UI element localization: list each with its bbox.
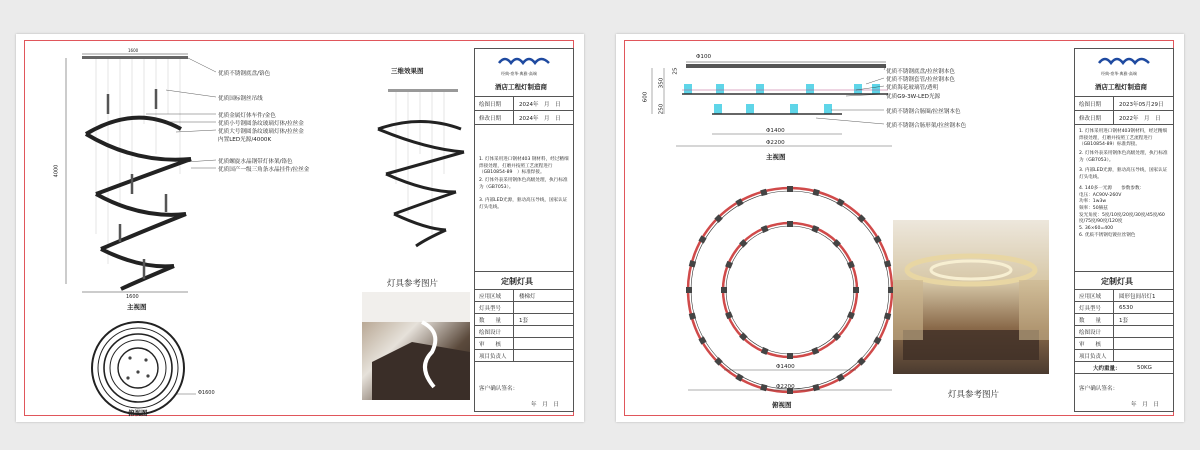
callout-2: 优质金属灯体车件/金色 xyxy=(218,113,276,119)
dim-height: 4000 xyxy=(53,164,60,178)
row-value-qty: 1套 xyxy=(1119,318,1128,324)
front-view-label: 主视图 xyxy=(127,303,147,311)
callout-3: 优质小号钢圆条纹玻璃灯体/拉丝金 xyxy=(218,121,304,127)
callout-0: 优质不锈钢底盘/拉丝钢本色 xyxy=(886,69,956,75)
reference-photo xyxy=(362,292,470,400)
callout-0: 优质不锈钢底盘/铬色 xyxy=(218,71,271,77)
right-drawing-sheet xyxy=(616,34,1184,422)
company-name: 酒店工程灯制造商 xyxy=(1095,83,1147,91)
reference-photo-label: 灯具参考图片 xyxy=(948,390,1000,400)
callout-1: 优质国标钢丝吊线 xyxy=(218,96,263,102)
sign-date: 年 月 日 xyxy=(1131,402,1159,408)
weight-label: 大约重量： xyxy=(1093,366,1121,372)
draw-date: 2024年 月 日 xyxy=(519,102,561,108)
right-title-block xyxy=(1074,48,1174,412)
custom-lamp-title: 定制灯具 xyxy=(1101,276,1133,286)
3d-view-label: 三维效果图 xyxy=(391,67,424,75)
note-2: 2. 灯体外表采用钢体色高级处理，执行标准为（GB7053）。 xyxy=(479,178,568,190)
row-label-review: 审 核 xyxy=(479,342,502,348)
light-fixture-node xyxy=(686,287,692,293)
note-3: 3. 内部LED光源，驱动高压导线，国家认证灯头电线。 xyxy=(479,198,568,210)
callout-7: 优质国产一级三角条水晶挂件/拉丝金 xyxy=(218,167,310,173)
row-label-manager: 项目负责人 xyxy=(479,354,507,360)
dim-h250: 250 xyxy=(658,103,665,115)
row-label-qty: 数 量 xyxy=(1079,318,1102,324)
row-label-design: 绘图设计 xyxy=(479,330,502,336)
dim-d2200-front: Φ2200 xyxy=(766,140,785,146)
light-fixture-node xyxy=(787,353,793,359)
reference-photo xyxy=(893,220,1049,374)
row-label-design: 绘图设计 xyxy=(1079,330,1102,336)
callout-2: 优质海花玻璃管/透明 xyxy=(886,85,939,91)
left-title-block xyxy=(474,48,574,412)
callout-1: 优质不锈钢套管/拉丝钢本色 xyxy=(886,77,956,83)
plan-diameter: Φ1600 xyxy=(198,390,215,396)
photo-staircase-chandelier xyxy=(362,292,470,400)
callout-3: 优质G9-3W-LED光源 xyxy=(886,94,941,100)
row-label-model: 灯具型号 xyxy=(1079,306,1102,312)
weight-value: 50KG xyxy=(1137,365,1152,371)
note-3: 3. 内部LED光源，驱动高压导线，国家认证灯头电线。 xyxy=(1079,168,1168,180)
note-2: 2. 灯体外表采用钢体色高级处理，执行标准为（GB7053）。 xyxy=(1079,151,1168,163)
light-fixture-node xyxy=(787,186,793,192)
callout-5: 内置LED光源/4000K xyxy=(218,137,272,143)
left-drawing-sheet xyxy=(16,34,584,422)
light-fixture-node xyxy=(787,221,793,227)
row-value-area: 圆形包间吊灯1 xyxy=(1119,294,1156,300)
dim-d100: Φ100 xyxy=(696,54,712,60)
custom-lamp-title: 定制灯具 xyxy=(501,276,533,286)
client-sign: 客户确认签名： xyxy=(1079,386,1119,392)
mod-date: 2024年 月 日 xyxy=(519,116,561,122)
spec-list: 4. 140多一光源 参数参数： 电压：AC90V-260V 功率：1w3w 频率：50赫兹 发光角度：5度/10度/20度/30度/45度/60度/75度/90度/120度 5. 36×60=400 6. 优质不锈钢电镀拉丝钢色 xyxy=(1079,186,1165,238)
3d-render-chandelier xyxy=(378,89,464,246)
dim-h600: 600 xyxy=(642,91,649,103)
sign-date: 年 月 日 xyxy=(531,402,559,408)
draw-date: 2023年05月29日 xyxy=(1119,102,1164,108)
logo-slogan: 经典·豪华·典雅·高端 xyxy=(501,71,537,76)
mod-date-label: 修改日期 xyxy=(479,116,502,122)
row-label-model: 灯具型号 xyxy=(479,306,502,312)
photo-banquet-chandelier xyxy=(893,220,1049,374)
logo-slogan: 经典·豪华·典雅·高端 xyxy=(1101,71,1137,76)
row-value-model: 6530 xyxy=(1119,305,1133,311)
callout-4: 优质不锈钢合肠圈/拉丝钢本色 xyxy=(886,109,961,115)
client-sign: 客户确认签名： xyxy=(479,386,519,392)
dim-h25: 25 xyxy=(672,67,679,75)
row-label-area: 应用区域 xyxy=(1079,294,1102,300)
dim-h350: 350 xyxy=(658,77,665,89)
light-fixture-node xyxy=(721,287,727,293)
dim-d1400-plan: Φ1400 xyxy=(776,364,795,370)
draw-date-label: 绘图日期 xyxy=(1079,102,1102,108)
note-1: 1. 灯体采用进口钢材403 钢材料，经过精细焊接处理，打磨并按照工艺流程进行（GB10854-89 ）标准焊接。 xyxy=(479,157,569,176)
callout-4: 优质大号钢圆条纹玻璃灯体/拉丝金 xyxy=(218,129,304,135)
mod-date-label: 修改日期 xyxy=(1079,116,1102,122)
dim-top: 1600 xyxy=(128,48,139,53)
plan-view-label: 俯视图 xyxy=(128,409,148,417)
callout-6: 优质螺旋水晶钢带灯体架/铬色 xyxy=(218,159,293,165)
light-fixture-node xyxy=(853,287,859,293)
dim-d1400-front: Φ1400 xyxy=(766,128,785,134)
front-view-label: 主视图 xyxy=(766,153,786,161)
row-label-area: 应用区域 xyxy=(479,294,502,300)
row-value-qty: 1套 xyxy=(519,318,528,324)
draw-date-label: 绘图日期 xyxy=(479,102,502,108)
mod-date: 2022年 月 日 xyxy=(1119,116,1161,122)
wave-logo xyxy=(1099,55,1149,67)
reference-photo-label: 灯具参考图片 xyxy=(387,279,439,289)
row-label-qty: 数 量 xyxy=(479,318,502,324)
dim-d2200-plan: Φ2200 xyxy=(776,384,795,390)
note-1: 1. 灯体采用进口钢材403钢材料，经过精细焊接处理，打磨并按照工艺流程进行（GB10854-89）标准焊接。 xyxy=(1079,129,1168,148)
wave-logo xyxy=(499,55,549,67)
callout-5: 优质不锈钢合肠形架/拉丝钢本色 xyxy=(886,123,967,129)
plan-view-label: 俯视图 xyxy=(772,401,792,409)
row-value-area: 楼梯灯 xyxy=(519,294,536,300)
dim-bottom: 1600 xyxy=(126,294,139,300)
row-label-review: 审 核 xyxy=(1079,342,1102,348)
company-name: 酒店工程灯制造商 xyxy=(495,83,547,91)
row-label-manager: 项目负责人 xyxy=(1079,354,1107,360)
